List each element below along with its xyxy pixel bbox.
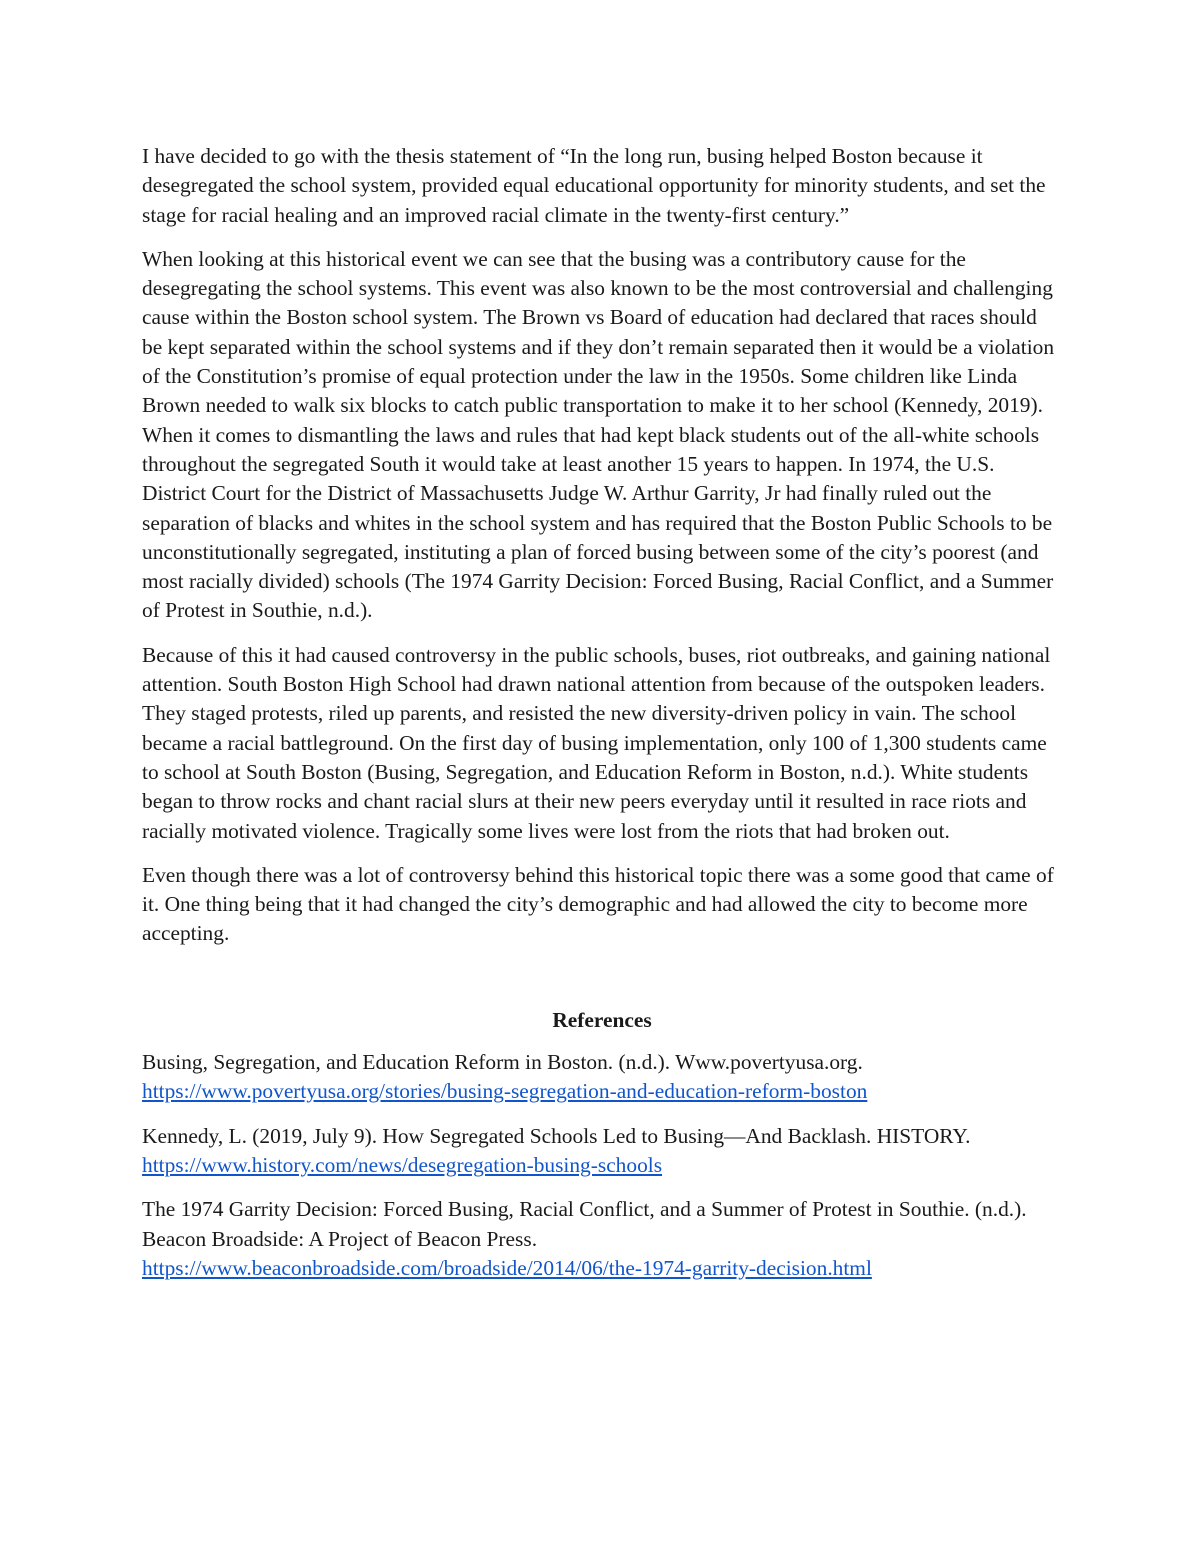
reference-item bbox=[142, 1195, 1062, 1283]
reference-citation: Busing, Segregation, and Education Reform in Boston. (n.d.). Www.povertyusa.org. bbox=[142, 1050, 863, 1075]
reference-link[interactable]: https://www.history.com/news/desegregation-busing-schools bbox=[142, 1152, 663, 1177]
reference-citation: The 1974 Garrity Decision: Forced Busing, Racial Conflict, and a Summer of Protest in Southie. (n.d.). Beacon Broadside: A Project of Beacon Press. bbox=[142, 1197, 1027, 1251]
reference-item bbox=[142, 1048, 1062, 1107]
paragraph-thesis: I have decided to go with the thesis statement of “In the long run, busing helped Boston because it desegregated the school system, provided equal educational opportunity for minority students, and set the stage for racial healing and an improved racial climate in the twenty-first century.” bbox=[142, 144, 1046, 227]
reference-link[interactable]: https://www.povertyusa.org/stories/busing-segregation-and-education-reform-boston bbox=[142, 1079, 868, 1104]
paragraph-controversy: Because of this it had caused controversy in the public schools, buses, riot outbreaks, and gaining national attention. South Boston High School had drawn national attention from because of the outspoken leaders. They staged protests, riled up parents, and resisted the new diversity-driven policy in vain. The school became a racial battleground. On the first day of busing implementation, only 100 of 1,300 students came to school at South Boston (Busing, Segregation, and Education Reform in Boston, n.d.). White students began to throw rocks and chant racial slurs at their new peers everyday until it resulted in race riots and racially motivated violence. Tragically some lives were lost from the riots that had broken out. bbox=[142, 642, 1051, 843]
reference-link[interactable]: https://www.beaconbroadside.com/broadside/2014/06/the-1974-garrity-decision.html bbox=[142, 1255, 872, 1280]
reference-item bbox=[142, 1122, 1062, 1181]
reference-citation: Kennedy, L. (2019, July 9). How Segregated Schools Led to Busing—And Backlash. HISTORY. bbox=[142, 1123, 971, 1148]
document-body bbox=[142, 142, 1062, 1298]
references-heading: References bbox=[552, 1007, 652, 1032]
paragraph-history: When looking at this historical event we can see that the busing was a contributory cause for the desegregating the school systems. This event was also known to be the most controversial and challenging cause within the Boston school system. The Brown vs Board of education had declared that races should be kept separated within the school systems and if they don’t remain separated then it would be a violation of the Constitution’s promise of equal protection under the law in the 1950s. Some children like Linda Brown needed to walk six blocks to catch public transportation to make it to her school (Kennedy, 2019). When it comes to dismantling the laws and rules that had kept black students out of the all-white schools throughout the segregated South it would take at least another 15 years to happen. In 1974, the U.S. District Court for the District of Massachusetts Judge W. Arthur Garrity, Jr had finally ruled out the separation of blacks and whites in the school system and has required that the Boston Public Schools to be unconstitutionally segregated, instituting a plan of forced busing between some of the city’s poorest (and most racially divided) schools (The 1974 Garrity Decision: Forced Busing, Racial Conflict, and a Summer of Protest in Southie, n.d.). bbox=[142, 246, 1055, 623]
paragraph-conclusion: Even though there was a lot of controversy behind this historical topic there was a some good that came of it. One thing being that it had changed the city’s demographic and had allowed the city to become more accepting. bbox=[142, 862, 1054, 946]
